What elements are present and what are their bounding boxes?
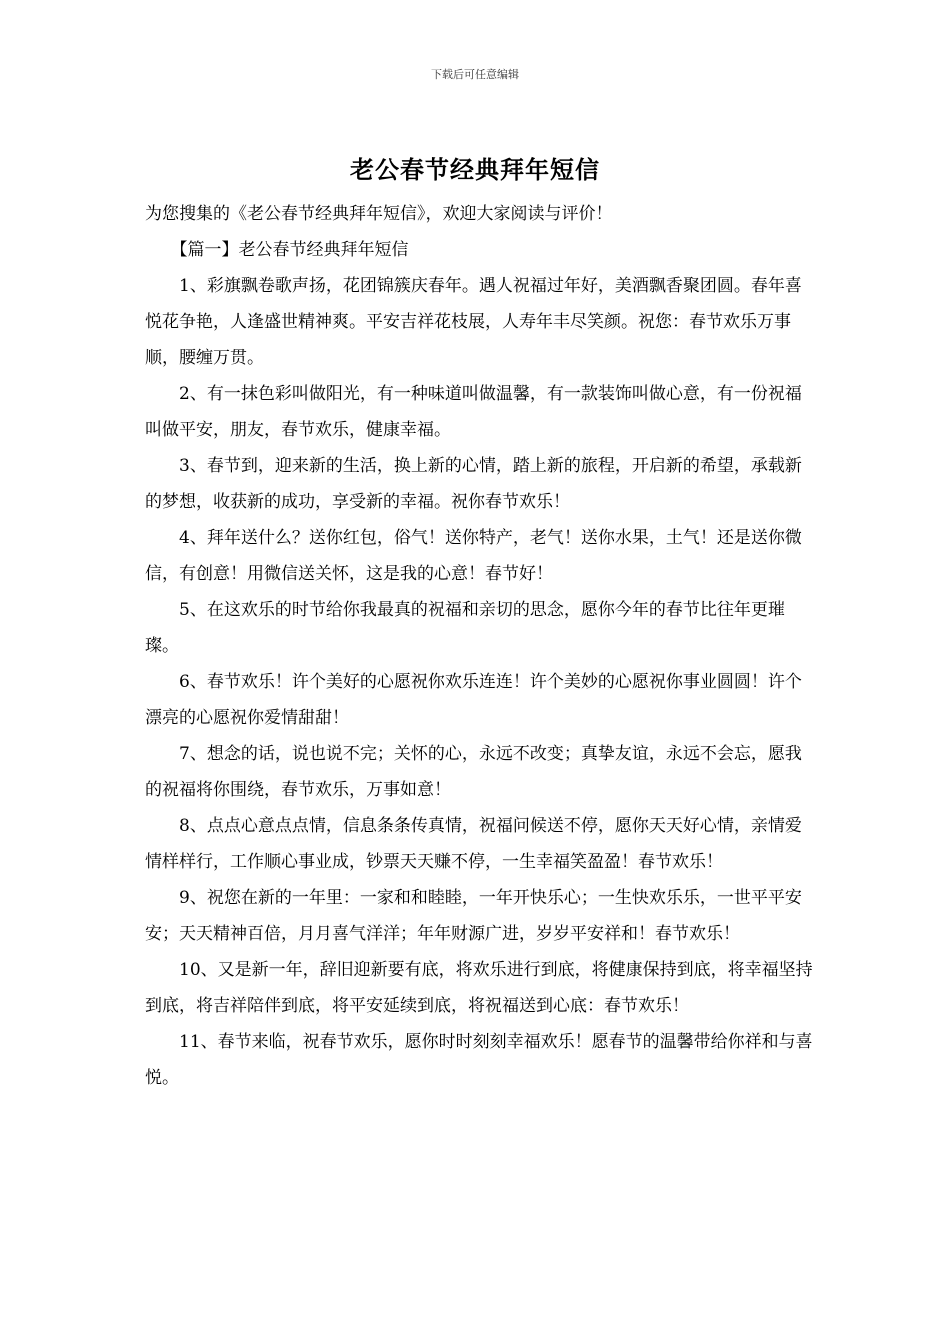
message-item-7: 7、想念的话，说也说不完；关怀的心，永远不改变；真挚友谊，永远不会忘，愿我的祝福将你围绕，春节欢乐，万事如意！ — [145, 744, 802, 800]
message-item-4: 4、拜年送什么？送你红包，俗气！送你特产，老气！送你水果，土气！还是送你微信，有创意！用微信送关怀，这是我的心意！春节好！ — [145, 528, 802, 584]
page-title: 老公春节经典拜年短信 — [350, 155, 600, 184]
document-body — [145, 196, 813, 1096]
message-item-10: 10、又是新一年，辞旧迎新要有底，将欢乐进行到底，将健康保持到底，将幸福坚持到底，将吉祥陪伴到底，将平安延续到底，将祝福送到心底：春节欢乐！ — [145, 960, 813, 1016]
section-heading: 【篇一】老公春节经典拜年短信 — [170, 240, 409, 260]
message-item-11: 11、春节来临，祝春节欢乐，愿你时时刻刻幸福欢乐！愿春节的温馨带给你祥和与喜悦。 — [145, 1032, 813, 1088]
message-item-2: 2、有一抹色彩叫做阳光，有一种味道叫做温馨，有一款装饰叫做心意，有一份祝福叫做平安，朋友，春节欢乐，健康幸福。 — [145, 384, 802, 440]
message-item-1: 1、彩旗飘卷歌声扬，花团锦簇庆春年。遇人祝福过年好，美酒飘香聚团圆。春年喜悦花争艳，人逢盛世精神爽。平安吉祥花枝展，人寿年丰尽笑颜。祝您：春节欢乐万事顺，腰缠万贯。 — [145, 276, 802, 368]
message-item-9: 9、祝您在新的一年里：一家和和睦睦，一年开快乐心；一生快欢乐乐，一世平平安安；天天精神百倍，月月喜气洋洋；年年财源广进，岁岁平安祥和！春节欢乐！ — [145, 888, 802, 944]
message-item-5: 5、在这欢乐的时节给你我最真的祝福和亲切的思念，愿你今年的春节比往年更璀璨。 — [145, 600, 785, 656]
message-item-3: 3、春节到，迎来新的生活，换上新的心情，踏上新的旅程，开启新的希望，承载新的梦想，收获新的成功，享受新的幸福。祝你春节欢乐！ — [145, 456, 802, 512]
header-note: 下载后可任意编辑 — [431, 68, 519, 81]
intro-paragraph: 为您搜集的《老公春节经典拜年短信》，欢迎大家阅读与评价！ — [145, 204, 613, 224]
message-item-8: 8、点点心意点点情，信息条条传真情，祝福问候送不停，愿你天天好心情，亲情爱情样样行，工作顺心事业成，钞票天天赚不停，一生幸福笑盈盈！春节欢乐！ — [145, 816, 802, 872]
message-item-6: 6、春节欢乐！许个美好的心愿祝你欢乐连连！许个美妙的心愿祝你事业圆圆！许个漂亮的心愿祝你爱情甜甜！ — [145, 672, 802, 728]
